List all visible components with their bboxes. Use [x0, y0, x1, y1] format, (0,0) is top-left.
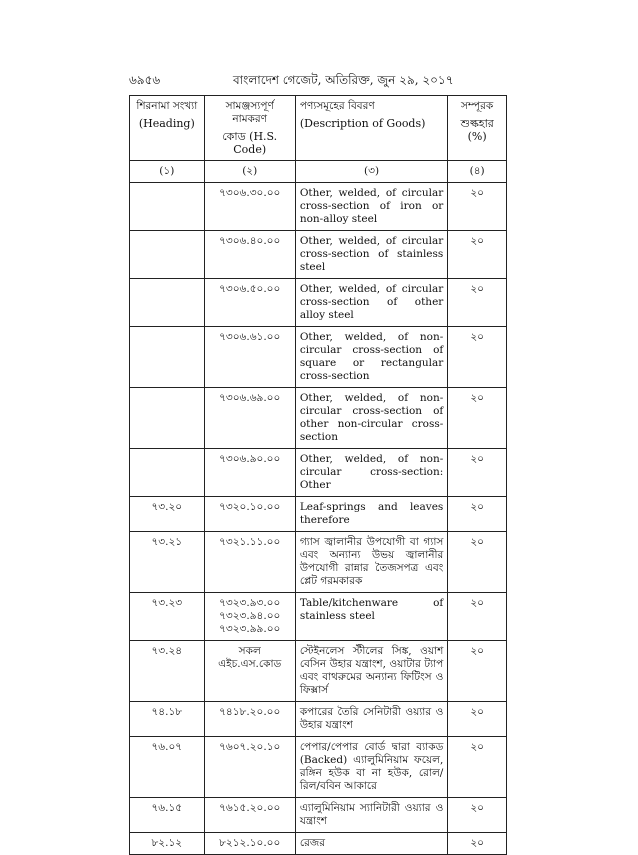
- hs-code: ৭৩০৬.৬৯.০০: [219, 392, 281, 404]
- column-header-hs-code: [204, 96, 295, 161]
- table-row: [130, 449, 507, 497]
- description-cell: স্টেইনলেস স্টীলের সিঙ্ক, ওয়াশ বেসিন উহার যন্ত্রাংশ, ওয়াটার ট্যাপ এবং বাথরুমের অন্যান্য ফিটিংস ও ফিক্সার্স: [295, 641, 447, 702]
- heading-cell: [130, 388, 205, 449]
- column-header-sublabel: (Heading): [138, 117, 195, 130]
- hs-code-cell: [204, 593, 295, 641]
- hs-code-cell: [204, 183, 295, 231]
- heading-cell: ৭৬.০৭: [130, 737, 205, 798]
- rate-cell: ২০: [448, 593, 507, 641]
- hs-code-cell: [204, 833, 295, 855]
- page-number: ৬৯৫৬: [129, 73, 161, 87]
- column-number: (২): [204, 161, 295, 183]
- heading-cell: ৮২.১২: [130, 833, 205, 855]
- heading-cell: ৭৩.২১: [130, 532, 205, 593]
- rate-cell: ২০: [448, 641, 507, 702]
- hs-code-cell: [204, 798, 295, 833]
- hs-code: ৭৩০৬.৯০.০০: [219, 453, 281, 465]
- column-number: (৩): [295, 161, 447, 183]
- description-cell: Other, welded, of non-circular cross-section: Other: [295, 449, 447, 497]
- rate-cell: ২০: [448, 388, 507, 449]
- rate-cell: ২০: [448, 702, 507, 737]
- heading-cell: [130, 449, 205, 497]
- column-number: (১): [130, 161, 205, 183]
- column-header-sublabel: কোড (H.S. Code): [222, 130, 278, 156]
- table-row: [130, 327, 507, 388]
- table-row: [130, 737, 507, 798]
- hs-code: ৮২১২.১০.০০: [219, 837, 281, 849]
- description-cell: Other, welded, of circular cross-section of stainless steel: [295, 231, 447, 279]
- rate-cell: ২০: [448, 279, 507, 327]
- hs-code: ৭৬০৭.২০.১০: [219, 741, 281, 753]
- description-cell: Leaf-springs and leaves therefore: [295, 497, 447, 532]
- hs-code-cell: [204, 388, 295, 449]
- hs-code-cell: [204, 497, 295, 532]
- column-header-label: পণ্যসমূহের বিবরণ: [299, 100, 375, 112]
- hs-code: ৭৩২১.১১.০০: [219, 536, 281, 548]
- hs-code-cell: [204, 737, 295, 798]
- column-header-label: সামঞ্জস্যপূর্ণ নামকরণ: [225, 100, 274, 125]
- rate-cell: ২০: [448, 497, 507, 532]
- hs-code-cell: [204, 327, 295, 388]
- description-cell: Table/kitchenware of stainless steel: [295, 593, 447, 641]
- hs-code: ৭৩২৩.৯৯.০০: [219, 623, 281, 635]
- table-row: [130, 702, 507, 737]
- description-cell: রেজর: [295, 833, 447, 855]
- heading-cell: [130, 231, 205, 279]
- description-cell: এ্যালুমিনিয়াম স্যানিটারী ওয়্যার ও যন্ত্রাংশ: [295, 798, 447, 833]
- rate-cell: ২০: [448, 327, 507, 388]
- hs-code: ৭৬১৫.২০.০০: [219, 802, 281, 814]
- heading-cell: [130, 279, 205, 327]
- rate-cell: ২০: [448, 737, 507, 798]
- column-number: (৪): [448, 161, 507, 183]
- description-cell: গ্যাস জ্বালানীর উপযোগী বা গ্যাস এবং অন্যান্য উভয় জ্বালানীর উপযোগী রান্নার তৈজসপত্র এবং প্লেট গরমকারক: [295, 532, 447, 593]
- hs-code-cell: [204, 279, 295, 327]
- table-row: [130, 279, 507, 327]
- heading-cell: ৭৩.২৪: [130, 641, 205, 702]
- table-row: [130, 497, 507, 532]
- table-row: [130, 532, 507, 593]
- description-cell: কপারের তৈরি সেনিটারী ওয়্যার ও উহার যন্ত্রাংশ: [295, 702, 447, 737]
- column-header-rate: [448, 96, 507, 161]
- column-header-description: [295, 96, 447, 161]
- rate-cell: ২০: [448, 231, 507, 279]
- hs-code-cell: [204, 641, 295, 702]
- description-cell: Other, welded, of non-circular cross-section of square or rectangular cross-section: [295, 327, 447, 388]
- table-row: [130, 388, 507, 449]
- description-cell: Other, welded, of circular cross-section of iron or non-alloy steel: [295, 183, 447, 231]
- hs-code: ৭৩০৬.৪০.০০: [219, 235, 281, 247]
- heading-cell: [130, 327, 205, 388]
- column-header-label: সম্পূরক: [461, 100, 494, 112]
- column-number-row: [130, 161, 507, 183]
- hs-code: ৭৪১৮.২০.০০: [219, 706, 281, 718]
- hs-code: ৭৩০৬.৫০.০০: [219, 283, 281, 295]
- hs-code-cell: [204, 231, 295, 279]
- hs-code: ৭৩০৬.৩০.০০: [219, 187, 281, 199]
- table-body: [130, 183, 507, 855]
- column-header-label: শিরনামা সংখ্যা: [136, 100, 198, 112]
- table-row: [130, 641, 507, 702]
- table-row: [130, 593, 507, 641]
- heading-cell: ৭৩.২৩: [130, 593, 205, 641]
- rate-cell: ২০: [448, 833, 507, 855]
- rate-cell: ২০: [448, 532, 507, 593]
- hs-code-cell: [204, 532, 295, 593]
- table-row: [130, 798, 507, 833]
- table-row: [130, 833, 507, 855]
- heading-cell: ৭৪.১৮: [130, 702, 205, 737]
- description-cell: Other, welded, of circular cross-section of other alloy steel: [295, 279, 447, 327]
- description-cell: পেপার/পেপার বোর্ড দ্বারা ব্যাকড (Backed) এ্যালুমিনিয়াম ফয়েল, রঙ্গিন হউক বা না হউক, রোল/রিল/ববিন আকারে: [295, 737, 447, 798]
- hs-code: ৭৩২০.১০.০০: [219, 501, 281, 513]
- hs-code: সকল এইচ.এস.কোড: [218, 645, 282, 670]
- table-row: [130, 231, 507, 279]
- hs-code: ৭৩০৬.৬১.০০: [219, 331, 281, 343]
- rate-cell: ২০: [448, 449, 507, 497]
- tariff-table: [129, 95, 507, 855]
- hs-code-cell: [204, 702, 295, 737]
- description-cell: Other, welded, of non-circular cross-section of other non-circular cross-section: [295, 388, 447, 449]
- column-header-sublabel: শুল্কহার (%): [460, 117, 494, 143]
- heading-cell: [130, 183, 205, 231]
- rate-cell: ২০: [448, 798, 507, 833]
- hs-code-cell: [204, 449, 295, 497]
- hs-code: ৭৩২৩.৯৪.০০: [219, 610, 281, 622]
- gazette-header-title: বাংলাদেশ গেজেট, অতিরিক্ত, জুন ২৯, ২০১৭: [233, 73, 454, 87]
- heading-cell: ৭৩.২০: [130, 497, 205, 532]
- hs-code: ৭৩২৩.৯৩.০০: [219, 597, 281, 609]
- heading-cell: ৭৬.১৫: [130, 798, 205, 833]
- header-row: [130, 96, 507, 161]
- column-header-sublabel: (Description of Goods): [299, 117, 426, 130]
- column-header-heading: [130, 96, 205, 161]
- rate-cell: ২০: [448, 183, 507, 231]
- table-row: [130, 183, 507, 231]
